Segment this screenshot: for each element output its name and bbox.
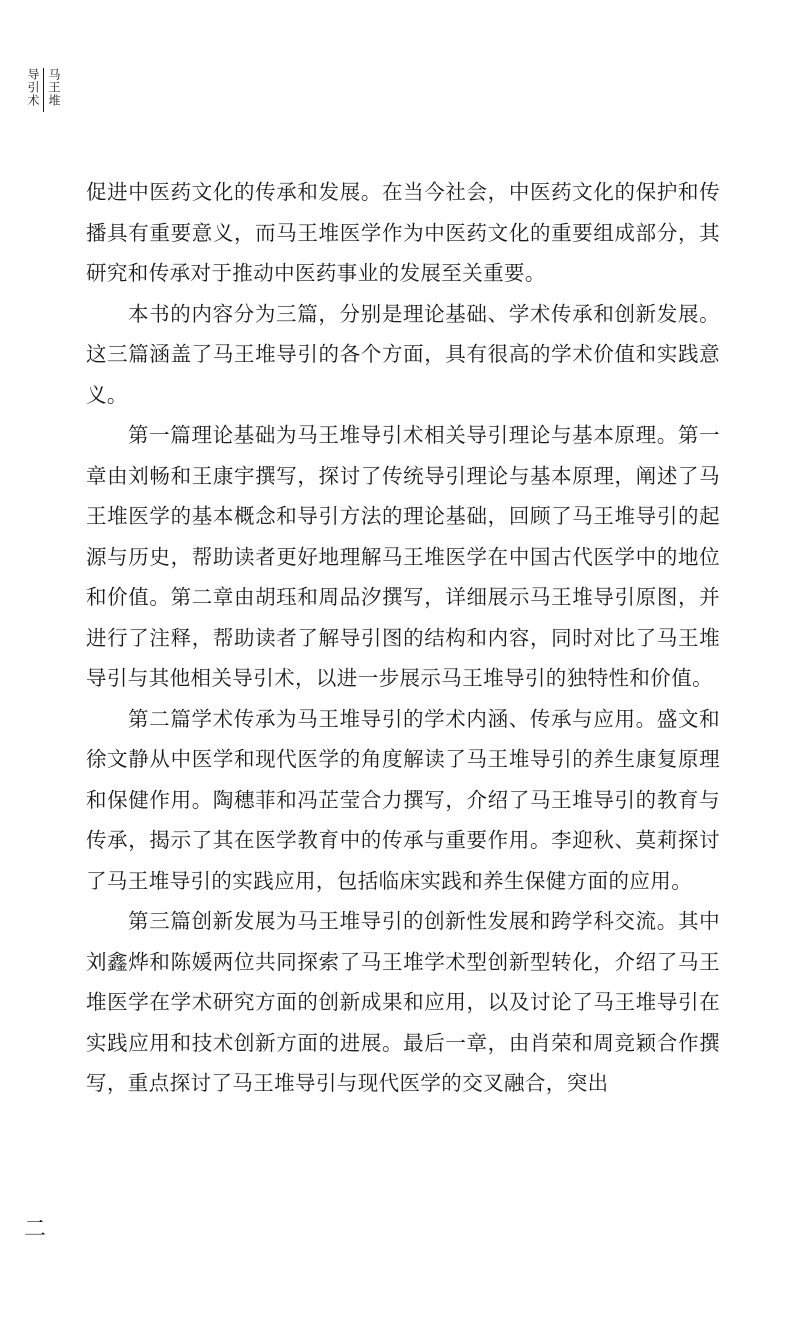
paragraph-part-three: 第三篇创新发展为马王堆导引的创新性发展和跨学科交流。其中刘鑫烨和陈媛两位共同探索了马王堆学术型创新型转化，介绍了马王堆医学在学术研究方面的创新成果和应用，以及讨论了马王堆导引在实践应用和技术创新方面的进展。最后一章，由肖荣和周竞颖合作撰写，重点探讨了马王堆导引与现代医学的交叉融合，突出: [86, 909, 720, 1095]
paragraph-part-one: 第一篇理论基础为马王堆导引术相关导引理论与基本原理。第一章由刘畅和王康宇撰写，探讨了传统导引理论与基本原理，阐述了马王堆医学的基本概念和导引方法的理论基础，回顾了马王堆导引的起源与历史，帮助读者更好地理解马王堆医学在中国古代医学中的地位和价值。第二章由胡珏和周品汐撰写，详细展示马王堆导引原图，并进行了注释，帮助读者了解导引图的结构和内容，同时对比了马王堆导引与其他相关导引术，以进一步展示马王堆导引的独特性和价值。: [86, 423, 720, 690]
running-head-title-line2: 导引术: [26, 68, 40, 107]
running-head: [24, 68, 63, 112]
body-text: [86, 172, 720, 1104]
paragraph-book-structure: 本书的内容分为三篇，分别是理论基础、学术传承和创新发展。这三篇涵盖了马王堆导引的各个方面，具有很高的学术价值和实践意义。: [86, 301, 720, 407]
page-number: 二: [24, 1217, 47, 1242]
running-head-title-line1: 马王堆: [47, 68, 61, 107]
paragraph-part-two: 第二篇学术传承为马王堆导引的学术内涵、传承与应用。盛文和徐文静从中医学和现代医学的角度解读了马王堆导引的养生康复原理和保健作用。陶穗菲和冯芷莹合力撰写，介绍了马王堆导引的教育与传承，揭示了其在医学教育中的传承与重要作用。李迎秋、莫莉探讨了马王堆导引的实践应用，包括临床实践和养生保健方面的应用。: [86, 706, 720, 893]
paragraph-continued: 促进中医药文化的传承和发展。在当今社会，中医药文化的保护和传播具有重要意义，而马王堆医学作为中医药文化的重要组成部分，其研究和传承对于推动中医药事业的发展至关重要。: [86, 180, 720, 285]
running-head-divider: [43, 68, 44, 112]
